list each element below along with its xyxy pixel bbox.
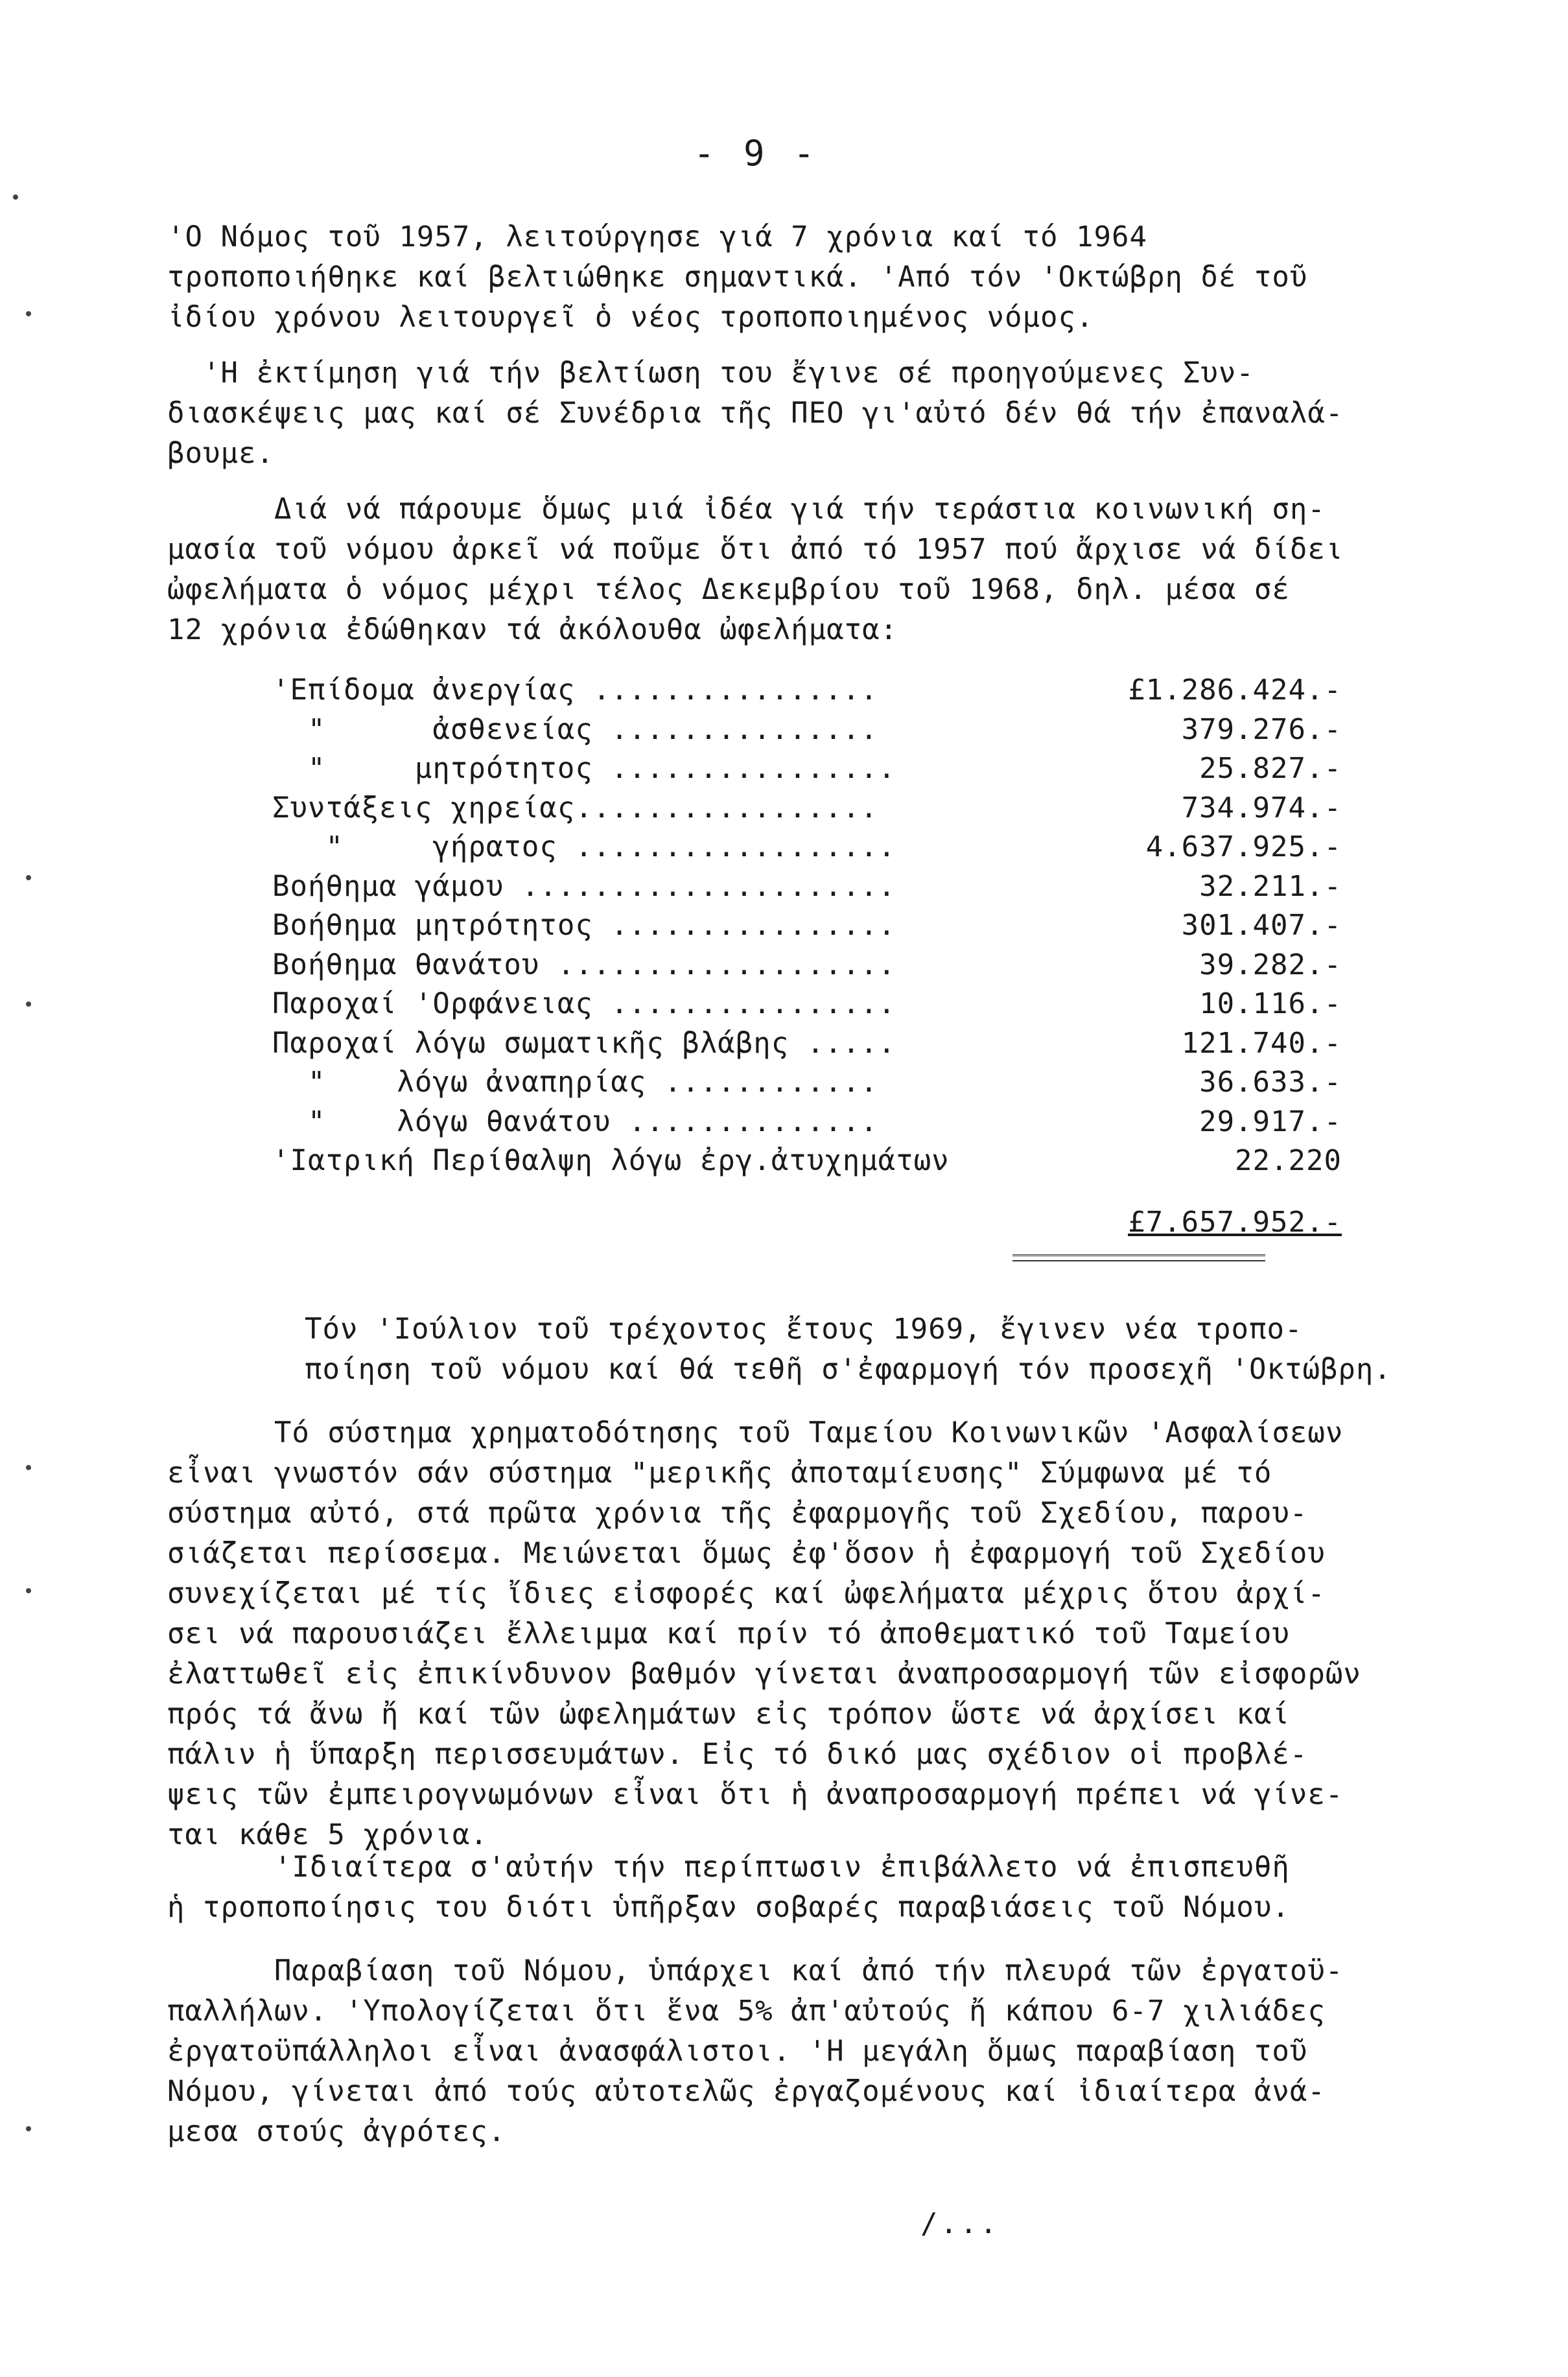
punch-mark — [26, 1588, 31, 1593]
total-double-underline — [1012, 1254, 1265, 1261]
benefit-value: 121.740.- — [1181, 1026, 1342, 1060]
benefit-row — [272, 1103, 1342, 1142]
benefit-row — [272, 789, 1342, 828]
benefit-row — [272, 1142, 1342, 1181]
benefit-row — [272, 749, 1342, 789]
total-value: £7.657.952.- — [1128, 1206, 1342, 1239]
benefit-value: 22.220 — [1235, 1144, 1342, 1177]
benefit-label: Παροχαί λόγω σωματικῆς βλάβης ..... — [272, 1026, 896, 1060]
benefit-row — [272, 1024, 1342, 1064]
benefit-row — [272, 867, 1342, 907]
benefit-value: 39.282.- — [1199, 948, 1342, 981]
paragraph-4: Τόν 'Ιούλιον τοῦ τρέχοντος ἔτους 1969, ἔγινεν νέα τροπο- ποίηση τοῦ νόμου καί θά τεθῆ σ'ἐφαρμογή τόν προσεχῆ 'Οκτώβρη. — [305, 1313, 1392, 1386]
benefit-row — [272, 1063, 1342, 1103]
benefit-value: 10.116.- — [1199, 987, 1342, 1020]
benefit-value: 29.917.- — [1199, 1105, 1342, 1138]
benefit-value: 4.637.925.- — [1145, 830, 1342, 863]
benefit-label: Παροχαί 'Ορφάνειας ................ — [272, 987, 896, 1020]
paragraph-1: 'Ο Νόμος τοῦ 1957, λειτούργησε γιά 7 χρόνια καί τό 1964 τροποποιήθηκε καί βελτιώθηκε σημαντικά. 'Από τόν 'Οκτώβρη δέ τοῦ ἰδίου χρόνου λειτουργεῖ ὁ νέος τροποποιημένος νόμος. — [167, 220, 1308, 334]
punch-mark — [26, 2126, 31, 2131]
paragraph-5: Τό σύστημα χρηματοδότησης τοῦ Ταμείου Κοινωνικῶν 'Ασφαλίσεων εἶναι γνωστόν σάν σύστημα "μερικῆς ἀποταμίευσης" Σύμφωνα μέ τό σύστημα αὐτό, στά πρῶτα χρόνια τῆς ἐφαρμογῆς τοῦ Σχεδίου, παρου- σιάζεται περίσσεμα. Μειώνεται ὅμως ἐφ'ὅσον ἡ ἐφαρμογή τοῦ Σχεδίου συνεχίζεται μέ τίς ἴδιες εἰσφορές καί ὠφελήματα μέχρις ὅτου ἀρχί- σει νά παρουσιάζει ἔλλειμμα καί πρίν τό ἀποθεματικό τοῦ Ταμείου ἐλαττωθεῖ εἰς ἐπικίνδυνον βαθμόν γίνεται ἀναπροσαρμογή τῶν εἰσφορῶν πρός τά ἄνω ἤ καί τῶν ὠφελημάτων εἰς τρόπον ὥστε νά ἀρχίσει καί πάλιν ἡ ὕπαρξη περισσευμάτων. Εἰς τό δικό μας σχέδιον οἱ προβλέ- ψεις τῶν ἐμπειρογνωμόνων εἶναι ὅτι ἡ ἀναπροσαρμογή πρέπει νά γίνε- ται κάθε 5 χρόνια. — [167, 1416, 1361, 1851]
benefit-row — [272, 671, 1342, 710]
benefit-label: Βοήθημα μητρότητος ................ — [272, 909, 896, 942]
benefit-value: 25.827.- — [1199, 752, 1342, 785]
benefit-label: 'Ιατρική Περίθαλψη λόγω ἐργ.ἀτυχημάτων — [272, 1144, 950, 1177]
benefits-table — [272, 671, 1342, 1181]
paragraph-2: 'Η ἐκτίμηση γιά τήν βελτίωση του ἔγινε σέ προηγούμενες Συν- διασκέψεις μας καί σέ Συνέδρια τῆς ΠΕΟ γι'αὐτό δέν θά τήν ἐπαναλά- βουμε. — [167, 357, 1344, 470]
benefit-label: 'Επίδομα ἀνεργίας ................ — [272, 673, 878, 707]
punch-mark — [26, 1001, 31, 1007]
continuation-mark: /... — [920, 2207, 1000, 2240]
benefits-total — [1011, 1206, 1342, 1239]
paragraph-7: Παραβίαση τοῦ Νόμου, ὑπάρχει καί ἀπό τήν πλευρά τῶν ἐργατοϋ- παλλήλων. 'Υπολογίζεται ὅτι ἕνα 5% ἀπ'αὐτούς ἤ κάπου 6-7 χιλιάδες ἐργατοϋπάλληλοι εἶναι ἀνασφάλιστοι. 'Η μεγάλη ὅμως παραβίαση τοῦ Νόμου, γίνεται ἀπό τούς αὐτοτελῶς ἐργαζομένους καί ἰδιαίτερα ἀνά- μεσα στούς ἀγρότες. — [167, 1954, 1344, 2148]
benefit-label: " λόγω θανάτου .............. — [272, 1105, 878, 1138]
benefit-row — [272, 946, 1342, 985]
benefit-label: " ἀσθενείας ............... — [272, 712, 878, 746]
page-number: - 9 - — [694, 133, 819, 174]
benefit-label: Συντάξεις χηρείας................. — [272, 791, 878, 825]
paragraph-6: 'Ιδιαίτερα σ'αὐτήν τήν περίπτωσιν ἐπιβάλλετο νά ἐπισπευθῆ ἡ τροποποίησις του διότι ὑπῆρξαν σοβαρές παραβιάσεις τοῦ Νόμου. — [167, 1851, 1290, 1924]
benefit-label: " λόγω ἀναπηρίας ............ — [272, 1066, 878, 1099]
paragraph-3: Διά νά πάρουμε ὅμως μιά ἰδέα γιά τήν τεράστια κοινωνική ση- μασία τοῦ νόμου ἀρκεῖ νά ποῦμε ὅτι ἀπό τό 1957 πού ἄρχισε νά δίδει ὠφελήματα ὁ νόμος μέχρι τέλος Δεκεμβρίου τοῦ 1968, δηλ. μέσα σέ 12 χρόνια ἐδώθηκαν τά ἀκόλουθα ὠφελήματα: — [167, 493, 1344, 646]
benefit-label: Βοήθημα γάμου ..................... — [272, 869, 896, 903]
benefit-row — [272, 985, 1342, 1024]
benefit-row — [272, 828, 1342, 867]
benefit-row — [272, 906, 1342, 946]
benefit-value: 36.633.- — [1199, 1066, 1342, 1099]
benefit-value: 301.407.- — [1181, 909, 1342, 942]
punch-mark — [26, 1465, 31, 1470]
benefit-label: " μητρότητος ................ — [272, 752, 896, 785]
punch-mark — [26, 875, 31, 880]
benefit-label: Βοήθημα θανάτου ................... — [272, 948, 896, 981]
benefit-value: 734.974.- — [1181, 791, 1342, 825]
benefit-row — [272, 710, 1342, 750]
benefit-value: 32.211.- — [1199, 869, 1342, 903]
benefit-label: " γήρατος .................. — [272, 830, 896, 863]
benefit-value: £1.286.424.- — [1128, 673, 1342, 707]
punch-mark — [13, 194, 18, 200]
benefit-value: 379.276.- — [1181, 712, 1342, 746]
punch-mark — [26, 311, 31, 316]
